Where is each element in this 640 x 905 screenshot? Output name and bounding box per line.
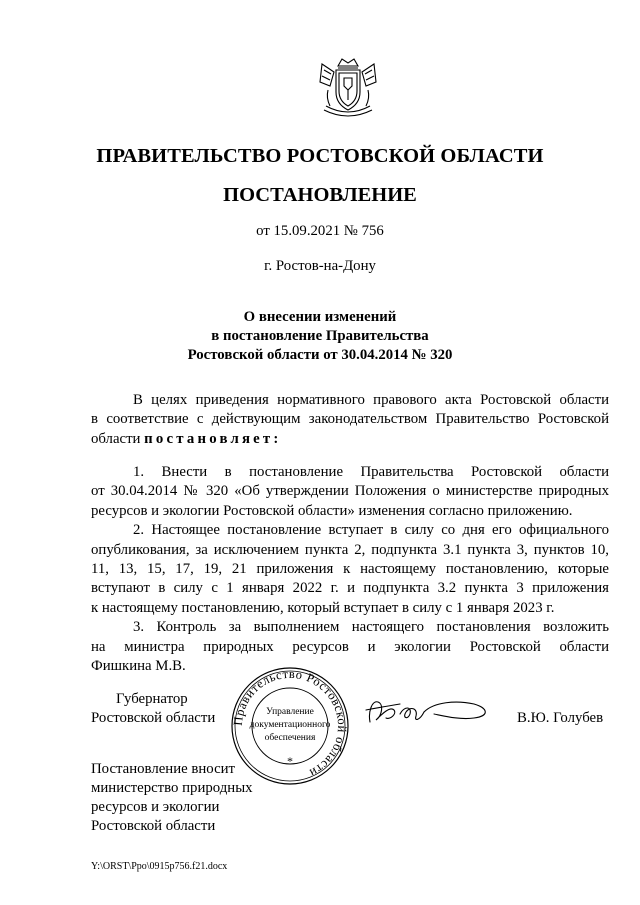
city: г. Ростов-на-Дону [264,258,376,274]
svg-text:*: * [287,754,293,768]
document-type: ПОСТАНОВЛЕНИЕ [223,184,417,206]
stamp-inner-line: Управление [266,707,314,717]
signatory-name: В.Ю. Голубев [517,710,604,726]
preamble-line [91,430,609,449]
signatory-title-line1: Губернатор [116,691,188,707]
date-number: от 15.09.2021 № 756 [256,223,384,239]
submitted-by-line: Ростовской области [91,818,216,834]
signatory-title-line2: Ростовской области [91,710,216,726]
decree-word: постановляет: [144,430,282,447]
preamble-line: в соответствие с действующим законодательством Правительство Ростовской [91,411,609,428]
item-3-line: Фишкина М.В. [91,658,186,675]
government-title: ПРАВИТЕЛЬСТВО РОСТОВСКОЙ ОБЛАСТИ [96,145,544,167]
handwritten-signature [364,692,494,732]
subject-line: О внесении изменений [243,309,397,325]
preamble-line: В целях приведения нормативного правового акта Ростовской области [133,392,609,408]
submitted-by-line: министерство природных [91,780,253,796]
item-3-line: на министра природных ресурсов и экологии Ростовской области [91,638,609,655]
item-2-line: опубликования, за исключением пункта 2, подпункта 3.1 пункта 3, пунктов 10, [91,541,609,558]
item-1-line: ресурсов и экологии Ростовской области» изменения согласно приложению. [91,502,573,519]
submitted-by-line: ресурсов и экологии [91,799,220,815]
submitted-by [91,760,253,836]
decree-items [91,463,609,676]
stamp-ring-text: Правительство Ростовской области [230,666,350,781]
submitted-by-line: Постановление вносит [91,761,236,777]
item-2-line: вступают в силу с 1 января 2022 г. и подпункта 3.2 пункта 3 приложения [91,580,609,597]
subject-line: в постановление Правительства [211,328,429,344]
item-2-line: 11, 13, 15, 17, 19, 21 приложения к настоящему постановлению, которые [91,561,609,578]
preamble-prefix: области [91,430,145,447]
preamble [91,391,609,449]
item-2-line: 2. Настоящее постановление вступает в силу со дня его официального [133,522,609,539]
file-path: Y:\ORST\Ppo\0915p756.f21.docx [91,861,228,872]
coat-of-arms-icon [316,56,380,122]
item-2-line: к настоящему постановлению, который вступает в силу с 1 января 2023 г. [91,599,555,616]
item-3-line: 3. Контроль за выполнением настоящего постановления возложить [133,619,609,636]
stamp-inner-line: обеспечения [264,733,316,743]
subject-title [0,308,640,365]
stamp-inner-line: документационного [249,720,331,730]
item-1-line: 1. Внести в постановление Правительства Ростовской области [133,464,609,480]
subject-line: Ростовской области от 30.04.2014 № 320 [187,347,453,363]
item-1-line: от 30.04.2014 № 320 «Об утверждении Положения о министерстве природных [91,483,609,500]
